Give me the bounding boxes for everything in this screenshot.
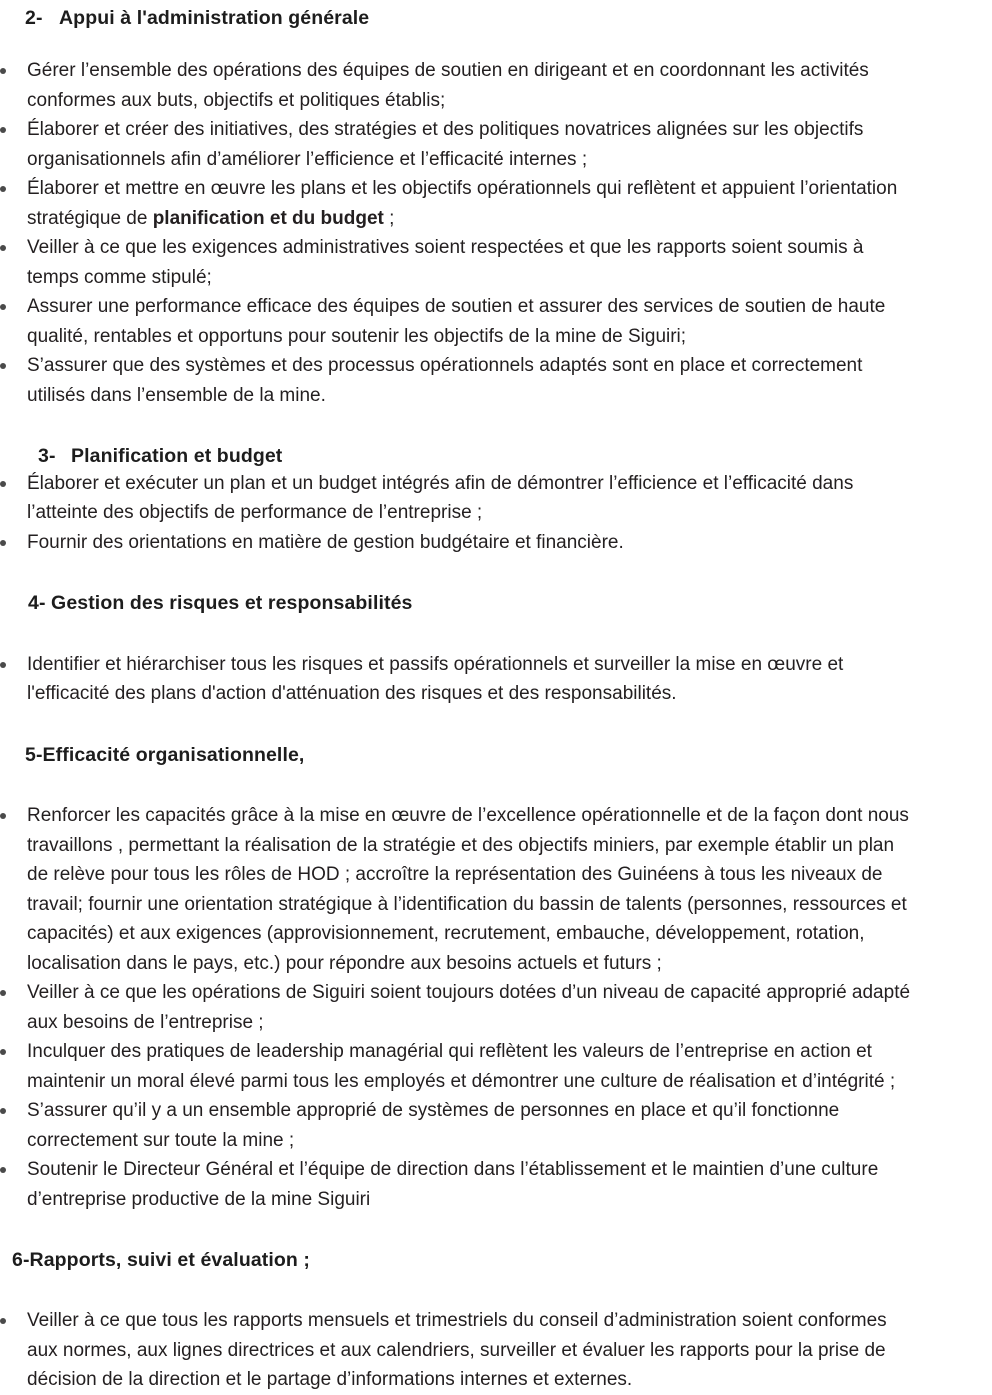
list-item: Élaborer et créer des initiatives, des stratégies et des politiques novatrices alignées sur les objectifs organisationnels afin d’améliorer l’efficience et l’efficacité internes ; — [0, 115, 920, 174]
section-title-3: Planification et budget — [71, 445, 283, 468]
spacer — [0, 557, 992, 591]
section-2-bullet-list — [0, 56, 920, 410]
spacer — [0, 410, 992, 444]
section-number-3: 3- — [38, 445, 56, 468]
spacer — [0, 709, 992, 743]
list-item: Identifier et hiérarchiser tous les risques et passifs opérationnels et surveiller la mise en œuvre et l'efficacité des plans d'action d'atténuation des risques et des responsabilités. — [0, 650, 915, 709]
list-item: S’assurer que des systèmes et des processus opérationnels adaptés sont en place et correctement utilisés dans l’ensemble de la mine. — [0, 351, 920, 410]
list-item: Veiller à ce que les exigences administratives soient respectées et que les rapports soient soumis à temps comme stipulé; — [0, 233, 920, 292]
list-item: Inculquer des pratiques de leadership managérial qui reflètent les valeurs de l’entreprise en action et maintenir un moral élevé parmi tous les employés et démontrer une culture de réalisation et d’intégrité ; — [0, 1037, 920, 1096]
bold-phrase: planification et du budget — [152, 207, 384, 229]
section-4-bullet-list — [0, 650, 915, 709]
section-title-2: Appui à l'administration générale — [59, 7, 370, 29]
section-heading-4: 4- Gestion des risques et responsabilités — [28, 592, 413, 615]
list-item: S’assurer qu’il y a un ensemble approprié de systèmes de personnes en place et qu’il fonctionne correctement sur toute la mine ; — [0, 1096, 920, 1155]
section-3-bullet-list — [0, 469, 920, 558]
list-item: Renforcer les capacités grâce à la mise en œuvre de l’excellence opérationnelle et de la façon dont nous travaillons , permettant la réalisation de la stratégie et des objectifs miniers, par exemple établir un plan de relève pour tous les rôles de HOD ; accroître la représentation des Guinéens à tous les niveaux de travail; fournir une orientation stratégique à l’identification du bassin de talents (personnes, ressources et capacités) et aux exigences (approvisionnement, recrutement, embauche, développement, rotation, localisation dans le pays, etc.) pour répondre aux besoins actuels et futurs ; — [0, 801, 920, 978]
spacer — [0, 767, 992, 801]
list-item-text-lead: Élaborer et mettre en œuvre les plans et les objectifs opérationnels qui reflètent et appuient l’orientation stratégique de — [27, 178, 898, 229]
list-item-text-tail: ; — [383, 207, 395, 229]
section-heading-3 — [38, 444, 992, 468]
spacer — [0, 30, 992, 56]
section-6-bullet-list — [0, 1306, 920, 1395]
section-number-2: 2- — [25, 7, 43, 29]
list-item: Veiller à ce que tous les rapports mensuels et trimestriels du conseil d’administration soient conformes aux normes, aux lignes directrices et aux calendriers, surveiller et évaluer les rapports pour la prise de décision de la direction et le partage d’informations internes et externes. — [0, 1306, 920, 1395]
section-heading-2 — [25, 6, 992, 30]
list-item: Gérer l’ensemble des opérations des équipes de soutien en dirigeant et en coordonnant les activités conformes aux buts, objectifs et politiques établis; — [0, 56, 920, 115]
list-item — [0, 174, 920, 233]
section-heading-5: 5-Efficacité organisationnelle, — [25, 743, 305, 766]
spacer — [0, 1272, 992, 1306]
spacer — [0, 616, 992, 650]
spacer — [0, 1214, 992, 1248]
document-page — [0, 6, 992, 1391]
section-5-bullet-list — [0, 801, 920, 1214]
list-item: Élaborer et exécuter un plan et un budget intégrés afin de démontrer l’efficience et l’efficacité dans l’atteinte des objectifs de performance de l’entreprise ; — [0, 469, 920, 528]
list-item: Veiller à ce que les opérations de Siguiri soient toujours dotées d’un niveau de capacité approprié adapté aux besoins de l’entreprise ; — [0, 978, 920, 1037]
list-item: Soutenir le Directeur Général et l’équipe de direction dans l’établissement et le maintien d’une culture d’entreprise productive de la mine Siguiri — [0, 1155, 920, 1214]
section-heading-6: 6-Rapports, suivi et évaluation ; — [12, 1249, 311, 1271]
list-item: Assurer une performance efficace des équipes de soutien et assurer des services de soutien de haute qualité, rentables et opportuns pour soutenir les objectifs de la mine de Siguiri; — [0, 292, 920, 351]
list-item: Fournir des orientations en matière de gestion budgétaire et financière. — [0, 528, 920, 558]
